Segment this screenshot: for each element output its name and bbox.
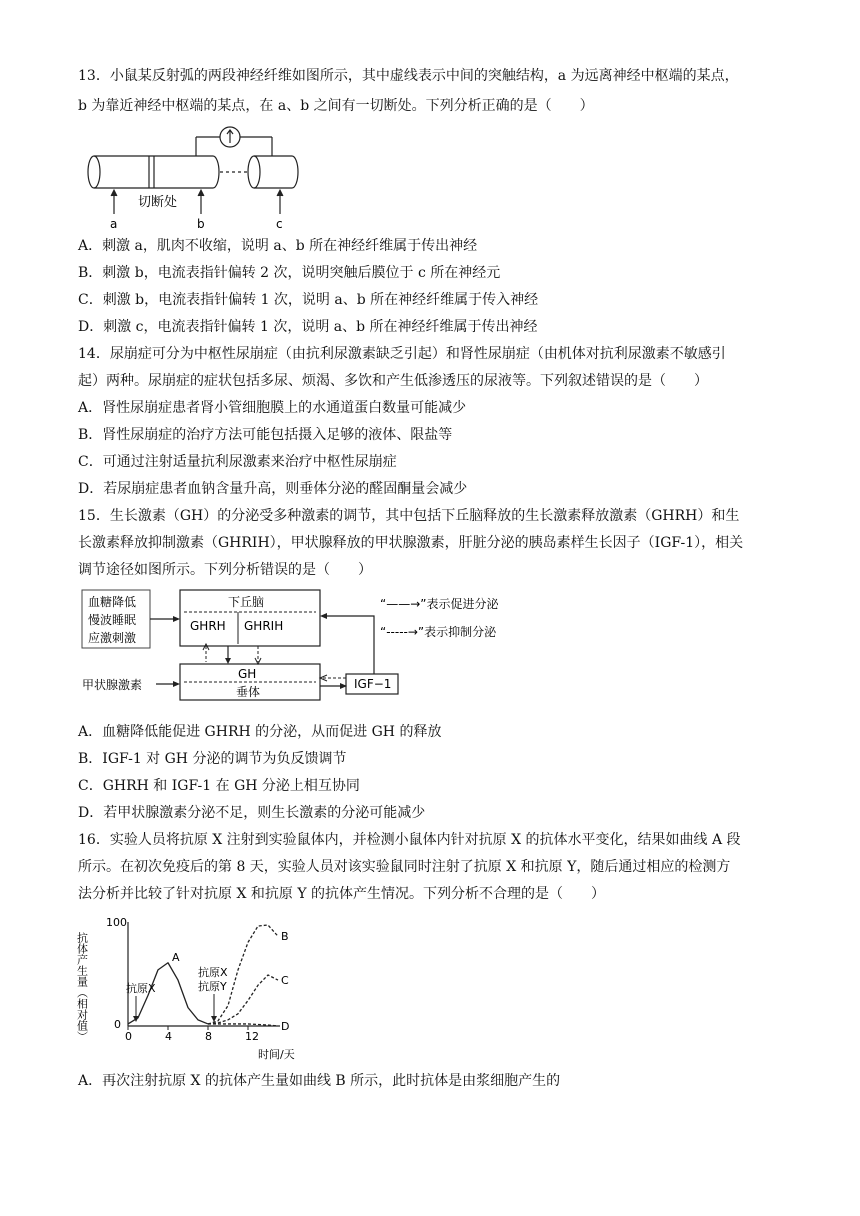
x-tick-label-8: 8 [205, 1030, 212, 1043]
x-tick-label-0: 0 [125, 1030, 132, 1043]
y-tick-0: 0 [114, 1018, 121, 1031]
label-b: b [197, 217, 205, 231]
q14-option-b: B．肾性尿崩症的治疗方法可能包括摄入足够的液体、限盐等 [78, 427, 453, 443]
y-tick-100: 100 [106, 916, 127, 929]
q13-option-a: A．刺激 a，肌肉不收缩，说明 a、b 所在神经纤维属于传出神经 [78, 238, 478, 254]
pituitary-label: 垂体 [236, 685, 261, 699]
q16-option-a: A．再次注射抗原 X 的抗体产生量如曲线 B 所示，此时抗体是由浆细胞产生的 [78, 1073, 561, 1089]
series-label-B: B [281, 930, 289, 944]
legend-inhibit: “-----→”表示抑制分泌 [380, 625, 497, 639]
stimulus-2: 慢波睡眠 [88, 613, 137, 627]
annotation-antigen-x-second: 抗原X [198, 966, 228, 979]
annotation-antigen-x-first: 抗原X [126, 982, 156, 995]
gh-label: GH [238, 667, 257, 681]
q13-option-b: B．刺激 b，电流表指针偏转 2 次，说明突触后膜位于 c 所在神经元 [78, 265, 501, 281]
series-label-A: A [172, 950, 180, 964]
annotation-antigen-y: 抗原Y [198, 980, 227, 993]
stimulus-3: 应激刺激 [88, 631, 137, 645]
ghrih-label: GHRIH [244, 619, 284, 633]
q13-option-d: D．刺激 c，电流表指针偏转 1 次，说明 a、b 所在神经纤维属于传出神经 [78, 319, 538, 335]
cut-label: 切断处 [138, 195, 178, 210]
q16-stem-line-2: 所示。在初次免疫后的第 8 天，实验人员对该实验鼠同时注射了抗原 X 和抗原 Y，随后通过相应的检测方 [78, 859, 731, 875]
x-tick-label-12: 12 [245, 1030, 259, 1043]
q13-stem-line-1: 13．小鼠某反射弧的两段神经纤维如图所示，其中虚线表示中间的突触结构，a 为远离神经中枢端的某点， [78, 68, 739, 84]
q16-stem-line-1: 16．实验人员将抗原 X 注射到实验鼠体内，并检测小鼠体内针对抗原 X 的抗体水平变化，结果如曲线 A 段 [78, 832, 741, 848]
q15-stem-line-2: 长激素释放抑制激素（GHRIH），甲状腺释放的甲状腺激素，肝脏分泌的胰岛素样生长因子（IGF-1），相关 [78, 535, 744, 551]
q15-option-c: C．GHRH 和 IGF-1 在 GH 分泌上相互协同 [78, 778, 360, 794]
q13-option-c: C．刺激 b，电流表指针偏转 1 次，说明 a、b 所在神经纤维属于传入神经 [78, 292, 539, 308]
legend-promote: “——→”表示促进分泌 [380, 597, 499, 611]
left-fiber-end-ellipse [88, 156, 100, 188]
q13-nerve-figure [80, 122, 310, 232]
series-label-C: C [281, 974, 289, 988]
q16-stem-line-3: 法分析并比较了针对抗原 X 和抗原 Y 的抗体产生情况。下列分析不合理的是（ ） [78, 886, 606, 902]
series-label-D: D [281, 1020, 290, 1033]
q15-stem-line-1: 15．生长激素（GH）的分泌受多种激素的调节，其中包括下丘脑释放的生长激素释放激素（GHRH）和生 [78, 508, 740, 524]
x-tick-label-4: 4 [165, 1030, 172, 1043]
q13-stem-line-2: b 为靠近神经中枢端的某点，在 a、b 之间有一切断处。下列分析正确的是（ ） [78, 98, 594, 114]
q15-stem-line-3: 调节途径如图所示。下列分析错误的是（ ） [78, 562, 372, 578]
label-c: c [276, 217, 283, 231]
q14-stem-line-1: 14．尿崩症可分为中枢性尿崩症（由抗利尿激素缺乏引起）和肾性尿崩症（由机体对抗利尿激素不敏感引 [78, 346, 726, 362]
igf-label: IGF−1 [354, 677, 392, 691]
q14-option-a: A．肾性尿崩症患者肾小管细胞膜上的水通道蛋白数量可能减少 [78, 400, 467, 416]
q15-regulation-diagram [80, 586, 540, 702]
q14-stem-line-2: 起）两种。尿崩症的症状包括多尿、烦渴、多饮和产生低渗透压的尿液等。下列叙述错误的是（ ） [78, 373, 708, 389]
q14-option-c: C．可通过注射适量抗利尿激素来治疗中枢性尿崩症 [78, 454, 397, 470]
label-a: a [110, 217, 118, 231]
stimulus-1: 血糖降低 [88, 595, 137, 609]
thyroid-hormone-label: 甲状腺激素 [82, 678, 143, 692]
y-axis-label: 抗体产生量（相对值） [75, 932, 89, 1042]
hypothalamus-label: 下丘脑 [228, 595, 265, 609]
x-axis-label: 时间/天 [258, 1048, 295, 1061]
q15-option-b: B．IGF-1 对 GH 分泌的调节为负反馈调节 [78, 751, 347, 767]
q15-option-a: A．血糖降低能促进 GHRH 的分泌，从而促进 GH 的释放 [78, 724, 442, 740]
q15-option-d: D．若甲状腺激素分泌不足，则生长激素的分泌可能减少 [78, 805, 426, 821]
q16-antibody-chart [75, 910, 310, 1062]
ghrh-label: GHRH [190, 619, 226, 633]
q14-option-d: D．若尿崩症患者血钠含量升高，则垂体分泌的醛固酮量会减少 [78, 481, 468, 497]
